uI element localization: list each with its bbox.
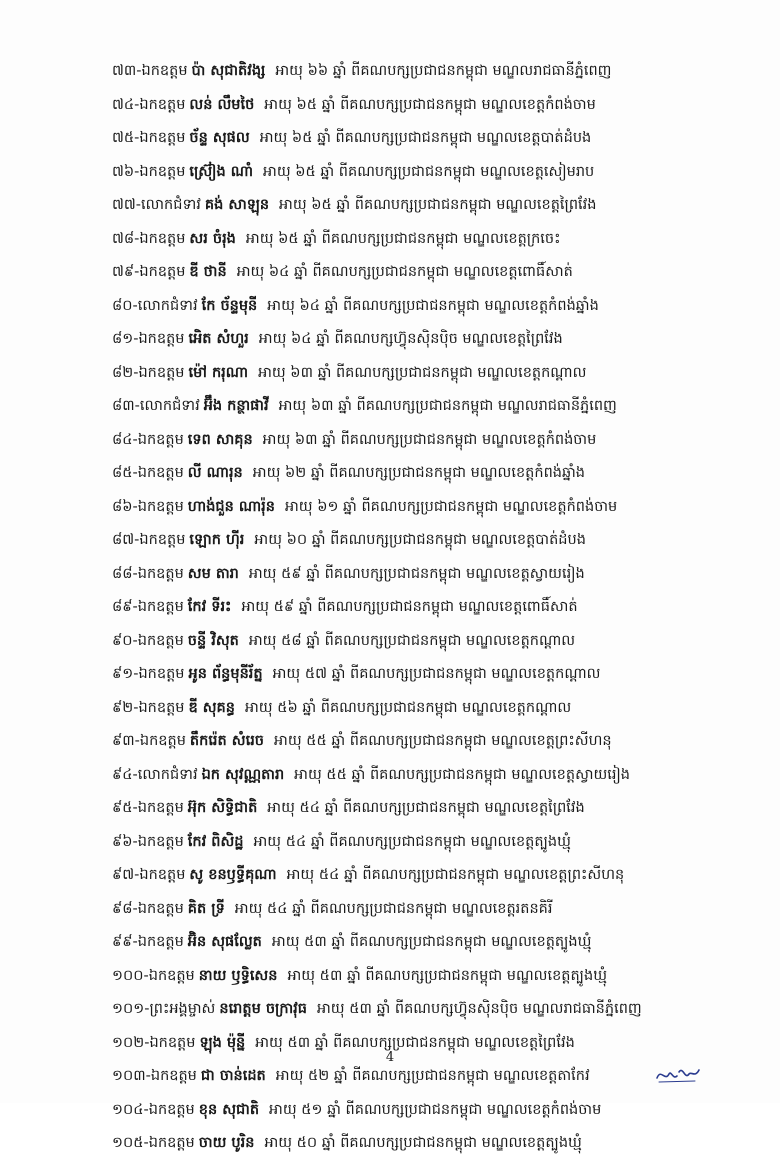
list-item [112,96,732,130]
member-details: អាយុ ៥៨ ឆ្នាំ ពីគណបក្សប្រជាជនកម្ពុជា មណ្ឌលខេត្តកណ្តាល [248,632,576,649]
member-name: ឌី ថានី [189,264,227,280]
member-name: អ៊ឹង កន្ថាផាវី [203,398,269,414]
entry-title-prefix: ១០០-ឯកឧត្តម [112,967,195,984]
list-item [112,1000,732,1034]
entry-title-prefix: ៧៩-ឯកឧត្តម [112,264,186,280]
member-name: អ៊ិន សុផល្លែត [187,934,262,950]
entry-title-prefix: ៧៦-ឯកឧត្តម [112,163,186,180]
member-details: អាយុ ៥៤ ឆ្នាំ ពីគណបក្សប្រជាជនកម្ពុជា មណ្ឌលខេត្តព្រះសីហនុ [286,867,625,883]
member-name: ឡោក ហ៊ីរ [189,532,245,548]
member-details: អាយុ ៦៤ ឆ្នាំ ពីគណបក្សប្រជាជនកម្ពុជា មណ្ឌលខេត្តកំពង់ឆ្នាំង [267,297,599,314]
list-item [112,699,732,733]
member-name: កែវ ទីរះ [187,599,232,615]
list-item [112,364,732,398]
entry-title-prefix: ៩០-ឯកឧត្តម [112,632,184,649]
member-name: ច័ន្ទ សុផល [189,130,250,146]
member-name: ស៊្រៀង ណាំ [189,163,254,180]
list-item [112,900,732,934]
list-item [112,431,732,465]
list-item [112,1101,732,1135]
entry-title-prefix: ៨១-ឯកឧត្តម [112,331,185,347]
member-details: អាយុ ៦០ ឆ្នាំ ពីគណបក្សប្រជាជនកម្ពុជា មណ្ឌលខេត្តបាត់ដំបង [254,532,586,548]
entry-title-prefix: ៨២-ឯកឧត្តម [112,364,185,381]
member-name: ឯក សុវណ្ណតារា [201,766,285,783]
member-name: អ៊ុក សិទ្ធិជាតិ [187,800,258,816]
entry-title-prefix: ១០៤-ឯកឧត្តម [112,1101,195,1118]
member-name: គង់ សាឡុន [204,197,270,213]
list-item [112,866,732,900]
list-item [112,632,732,666]
entry-title-prefix: ៨០-លោកជំទាវ [112,297,198,314]
member-name: នាយ ឫទ្ធិសេន [198,967,278,984]
entry-title-prefix: ៧៥-ឯកឧត្តម [112,130,186,146]
member-details: អាយុ ៥៦ ឆ្នាំ ពីគណបក្សប្រជាជនកម្ពុជា មណ្ឌលខេត្តកណ្តាល [244,699,572,716]
member-name: ម៉ៅ ករុណា [188,364,249,381]
member-details: អាយុ ៥៩ ឆ្នាំ ពីគណបក្សប្រជាជនកម្ពុជា មណ្ឌលខេត្តស្វាយរៀង [248,565,585,582]
member-name: អូន ព័ន្ធមុនីរ័ត្ន [188,666,263,682]
member-details: អាយុ ៦៥ ឆ្នាំ ពីគណបក្សប្រជាជនកម្ពុជា មណ្ឌលខេត្តក្រចេះ [245,230,561,247]
member-details: អាយុ ៥១ ឆ្នាំ ពីគណបក្សប្រជាជនកម្ពុជា មណ្ឌលខេត្តកំពង់ចាម [269,1101,602,1118]
list-item [112,1067,732,1101]
member-name: ឌី សុគន្ធ [188,699,235,716]
entry-title-prefix: ៩៨-ឯកឧត្តម [112,900,184,917]
member-name: កែវ ពិសិដ្ឋ [187,833,244,850]
list-item [112,933,732,967]
member-name: លន់ លឹមថៃ [189,96,255,113]
list-item [112,196,732,230]
member-name: នរោត្តម ចក្រាវុធ [219,1001,307,1017]
entry-title-prefix: ១០៣-ឯកឧត្តម [112,1068,197,1084]
member-details: អាយុ ៥៣ ឆ្នាំ ពីគណបក្សប្រជាជនកម្ពុជា មណ្ឌលខេត្តត្បូងឃ្មុំ [287,967,608,984]
member-name: សូ ខនឫទ្ធីគុណា [189,867,277,883]
list-item [112,230,732,264]
list-item [112,598,732,632]
entry-title-prefix: ៩៤-លោកជំទាវ [112,766,198,783]
entry-title-prefix: ៨៧-ឯកឧត្តម [112,532,186,548]
member-details: អាយុ ៥៤ ឆ្នាំ ពីគណបក្សប្រជាជនកម្ពុជា មណ្ឌលខេត្តត្បូងឃ្មុំ [253,833,571,850]
list-item [112,799,732,833]
member-details: អាយុ ៦៦ ឆ្នាំ ពីគណបក្សប្រជាជនកម្ពុជា មណ្ឌលរាជធានីភ្នំពេញ [275,63,612,79]
list-item [112,62,732,96]
entry-title-prefix: ៩២-ឯកឧត្តម [112,699,185,716]
entry-title-prefix: ៩៣-ឯកឧត្តម [112,733,186,749]
member-name: ទេព សាគុន [187,431,253,448]
list-item [112,163,732,197]
member-name: គិត ទ្រី [187,900,225,917]
member-details: អាយុ ៥៤ ឆ្នាំ ពីគណបក្សប្រជាជនកម្ពុជា មណ្ឌលខេត្តរតនគិរី [234,900,553,917]
list-item [112,967,732,1001]
member-details: អាយុ ៥៤ ឆ្នាំ ពីគណបក្សប្រជាជនកម្ពុជា មណ្ឌលខេត្តព្រៃវែង [267,800,585,816]
member-name: សរ ចំរុង [189,230,236,247]
list-item [112,297,732,331]
member-name: ខុន សុជាតិ [198,1101,260,1118]
member-name: ប៉ា សុជាតិវង្ស [191,63,266,79]
member-name: ជា ចាន់ដេត [200,1068,266,1084]
entry-title-prefix: ១០៥-ឯកឧត្តម [112,1135,195,1151]
entry-title-prefix: ៨៤-ឯកឧត្តម [112,431,184,448]
member-details: អាយុ ៥៣ ឆ្នាំ ពីគណបក្សប្រជាជនកម្ពុជា មណ្ឌលខេត្តត្បូងឃ្មុំ [271,934,592,950]
member-details: អាយុ ៥៥ ឆ្នាំ ពីគណបក្សប្រជាជនកម្ពុជា មណ្ឌលខេត្តព្រះសីហនុ [274,733,612,749]
list-item [112,263,732,297]
list-item [112,665,732,699]
list-item [112,330,732,364]
entry-title-prefix: ៩៥-ឯកឧត្តម [112,800,184,816]
entry-title-prefix: ៨៨-ឯកឧត្តម [112,565,184,582]
member-details: អាយុ ៦៤ ឆ្នាំ ពីគណបក្សហ៊្វុនស៊ិនប៉ិច មណ្ឌលខេត្តព្រៃវែង [258,331,563,347]
member-details: អាយុ ៥០ ឆ្នាំ ពីគណបក្សប្រជាជនកម្ពុជា មណ្ឌលខេត្តត្បូងឃ្មុំ [264,1135,582,1151]
member-details: អាយុ ៦៣ ឆ្នាំ ពីគណបក្សប្រជាជនកម្ពុជា មណ្ឌលខេត្តកំពង់ចាម [262,431,597,448]
member-details: អាយុ ៥៣ ឆ្នាំ ពីគណបក្សហ៊្វុនស៊ិនប៉ិច មណ្ឌលរាជធានីភ្នំពេញ [316,1001,642,1017]
entry-title-prefix: ៩៧-ឯកឧត្តម [112,867,186,883]
member-name: សម តារា [187,565,239,582]
entry-title-prefix: ៧៤-ឯកឧត្តម [112,96,186,113]
member-details: អាយុ ៦៥ ឆ្នាំ ពីគណបក្សប្រជាជនកម្ពុជា មណ្ឌលខេត្តកំពង់ចាម [264,96,596,113]
entry-title-prefix: ១០២-ឯកឧត្តម [112,1034,196,1051]
member-name: លី ណារុន [187,465,243,481]
member-details: អាយុ ៥៧ ឆ្នាំ ពីគណបក្សប្រជាជនកម្ពុជា មណ្ឌលខេត្តកណ្តាល [272,666,601,682]
list-item [112,833,732,867]
list-item [112,498,732,532]
member-details: អាយុ ៥២ ឆ្នាំ ពីគណបក្សប្រជាជនកម្ពុជា មណ្ឌលខេត្តតាកែវ [275,1068,590,1084]
entry-title-prefix: ៩៩-ឯកឧត្តម [112,934,184,950]
list-item [112,766,732,800]
member-name: ចាយ បូរិន [198,1135,255,1151]
member-name: ចន្ទី វិសុត [187,632,239,649]
member-list [112,62,732,1168]
page-number: 4 [385,1050,395,1065]
member-name: តឹករ៉េត សំរេច [189,733,265,749]
entry-title-prefix: ៧៧-លោកជំទាវ [112,197,201,213]
entry-title-prefix: ៨៥-ឯកឧត្តម [112,465,184,481]
member-details: អាយុ ៦៥ ឆ្នាំ ពីគណបក្សប្រជាជនកម្ពុជា មណ្ឌលខេត្តបាត់ដំបង [259,130,592,146]
member-name: ហាង់ជួន ណារ៉ុន [187,498,275,515]
list-item [112,464,732,498]
member-details: អាយុ ៦៥ ឆ្នាំ ពីគណបក្សប្រជាជនកម្ពុជា មណ្ឌលខេត្តព្រៃវែង [279,197,597,213]
entry-title-prefix: ៨៩-ឯកឧត្តម [112,599,184,615]
member-name: ឡុង ម៉ុន្នី [199,1034,246,1051]
entry-title-prefix: ៧៨-ឯកឧត្តម [112,230,186,247]
member-name: អេិត សំហួរ [188,331,249,347]
member-details: អាយុ ៦៣ ឆ្នាំ ពីគណបក្សប្រជាជនកម្ពុជា មណ្ឌលរាជធានីភ្នំពេញ [278,398,617,414]
entry-title-prefix: ៨៣-លោកជំទាវ [112,398,200,414]
list-item [112,565,732,599]
entry-title-prefix: ១០១-ព្រះអង្គម្ចាស់ [112,1001,216,1017]
member-details: អាយុ ៥៩ ឆ្នាំ ពីគណបក្សប្រជាជនកម្ពុជា មណ្ឌលខេត្តពោធិ៍សាត់ [241,599,578,615]
list-item [112,531,732,565]
entry-title-prefix: ៨៦-ឯកឧត្តម [112,498,184,515]
member-details: អាយុ ៦៥ ឆ្នាំ ពីគណបក្សប្រជាជនកម្ពុជា មណ្ឌលខេត្តសៀមរាប [263,163,595,180]
member-details: អាយុ ៦៣ ឆ្នាំ ពីគណបក្សប្រជាជនកម្ពុជា មណ្ឌលខេត្តកណ្តាល [258,364,587,381]
member-details: អាយុ ៦១ ឆ្នាំ ពីគណបក្សប្រជាជនកម្ពុជា មណ្ឌលខេត្តកំពង់ចាម [284,498,618,515]
entry-title-prefix: ៧៣-ឯកឧត្តម [112,63,188,79]
member-name: កែ ច័ន្ទមុនី [201,297,258,314]
entry-title-prefix: ៩៦-ឯកឧត្តម [112,833,184,850]
member-details: អាយុ ៥៥ ឆ្នាំ ពីគណបក្សប្រជាជនកម្ពុជា មណ្ឌលខេត្តស្វាយរៀង [294,766,631,783]
member-details: អាយុ ៦៤ ឆ្នាំ ពីគណបក្សប្រជាជនកម្ពុជា មណ្ឌលខេត្តពោធិ៍សាត់ [236,264,573,280]
member-details: អាយុ ៥៣ ឆ្នាំ ពីគណបក្សប្រជាជនកម្ពុជា មណ្ឌលខេត្តព្រៃវែង [255,1034,575,1051]
list-item [112,1134,732,1168]
member-details: អាយុ ៦២ ឆ្នាំ ពីគណបក្សប្រជាជនកម្ពុជា មណ្ឌលខេត្តកំពង់ឆ្នាំង [252,465,585,481]
list-item [112,129,732,163]
list-item [112,397,732,431]
handwritten-initials [655,1062,703,1086]
list-item [112,732,732,766]
entry-title-prefix: ៩១-ឯកឧត្តម [112,666,185,682]
